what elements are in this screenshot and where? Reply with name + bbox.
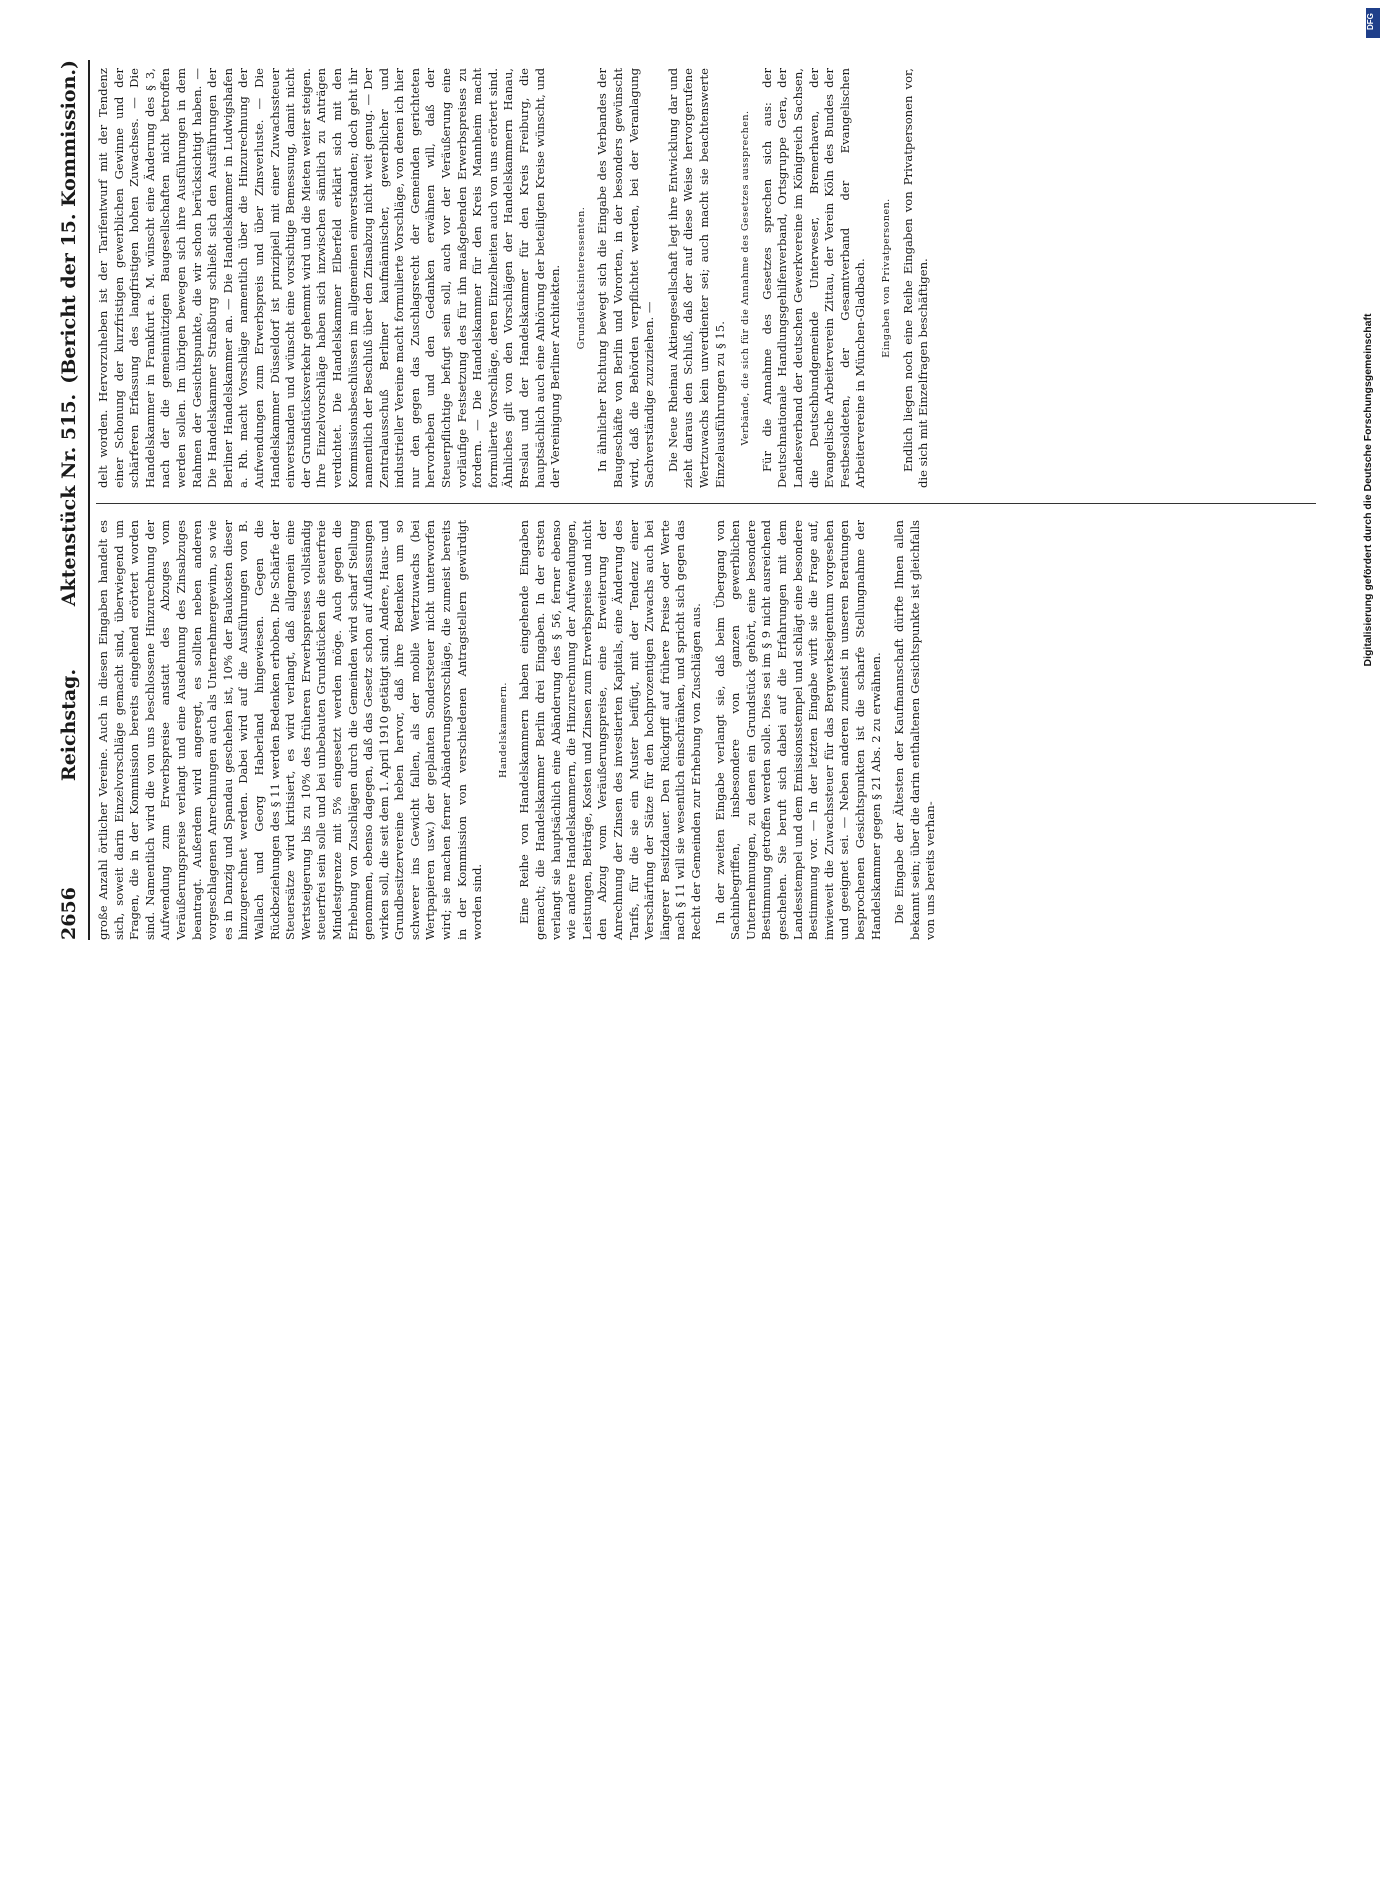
column-divider [96, 503, 1316, 504]
section-heading: Handelskammern. [497, 682, 509, 778]
page-number: 2656 [58, 887, 80, 940]
dfg-logo: DFG [1366, 8, 1380, 38]
digitization-note: Digitalisierung gefördert durch die Deutsche Forschungsgemeinschaft [1362, 313, 1374, 667]
paragraph: Die Neue Rheinau Aktiengesellschaft legt ihre Entwicklung dar und zieht daraus den Schluß, daß der auf diese Weise hervorgerufene Wertzuwachs kein unverdienter sei; auch macht sie beachtenswerte Einzelausführungen zu § 15. [665, 68, 727, 488]
paragraph: Die Eingabe der Ältesten der Kaufmannschaft dürfte Ihnen allen bekannt sein; über die darin enthaltenen Gesichtspunkte ist gleichfalls von uns bereits verhan- [892, 520, 938, 940]
header-left-title: Reichstag. [58, 668, 80, 782]
paragraph: Endlich liegen noch eine Reihe Eingaben von Privatpersonen vor, die sich mit Einzelfragen beschäftigen. [900, 68, 931, 488]
paragraph: In der zweiten Eingabe verlangt sie, daß beim Übergang von Sachinbegriffen, insbesondere von ganzen gewerblichen Unternehmungen, zu denen ein Grundstück gehört, eine besondere Bestimmung getroffen werden solle. Dies sei im § 9 nicht ausreichend geschehen. Sie beruft sich dabei auf die Erfahrungen mit dem Landesstempel und dem Emissionsstempel und schlägt eine besondere Bestimmung vor. — In der letzten Eingabe wirft sie die Frage auf, inwieweit die Zuwachssteuer für das Bergwerkseigentum vorgesehen und geeignet sei. — Neben anderen zumeist in unseren Beratungen besprochenen Gesichtspunkten ist die scharfe Stellungnahme der Handelskammer gegen § 21 Abs. 2 zu erwähnen. [712, 520, 883, 940]
section-heading: Eingaben von Privatpersonen. [880, 198, 892, 358]
page-header [52, 60, 86, 940]
section-heading: Grundstücksinteressenten. [575, 206, 587, 350]
section-heading: Verbände, die sich für die Annahme des Gesetzes aussprechen. [740, 110, 752, 446]
rotated-page [52, 60, 1342, 940]
paragraph: große Anzahl örtlicher Vereine. Auch in diesen Eingaben handelt es sich, soweit darin Einzelvorschläge gemacht sind, überwiegend um Fragen, die in der Kommission bereits eingehend erörtert worden sind. Namentlich wird die von uns beschlossene Hinzurechnung der Aufwendung zum Erwerbspreise anstatt des Abzuges vom Veräußerungspreise verlangt und eine Ausdehnung des Zinsabzuges beantragt. Außerdem wird angeregt, es sollten neben anderen vorgeschlagenen Anrechnungen auch als Unternehmergewinn, so wie es in Danzig und Spandau geschehen ist, 10% der Baukosten dieser hinzugerechnet werden. Dabei wird auf die Ausführungen von B. Wallach und Georg Haberland hingewiesen. Gegen die Rückbeziehungen des § 11 werden Bedenken erhoben. Die Schärfe der Steuersätze wird kritisiert, es wird verlangt, daß allgemein eine Wertsteigerung bis zu 10% des früheren Erwerbspreises vollständig steuerfrei sein solle und bei unbebauten Grundstücken die steuerfreie Mindestgrenze mit 5% eingesetzt werden möge. Auch gegen die Erhebung von Zuschlägen durch die Gemeinden wird scharf Stellung genommen, ebenso dagegen, daß das Gesetz schon auf Auflassungen wirken soll, die seit dem 1. April 1910 getätigt sind. Andere, Haus- und Grundbesitzervereine heben hervor, daß ihre Bedenken um so schwerer ins Gewicht fallen, als der mobile Wertzuwachs (bei Wertpapieren usw.) der geplanten Sondersteuer nicht unterworfen wird; sie machen ferner Abänderungsvorschläge, die zumeist bereits in der Kommission von verschiedenen Antragstellern gewürdigt worden sind. [96, 519, 485, 940]
paragraph: delt worden. Hervorzuheben ist der Tarifentwurf mit der Tendenz einer Schonung der kurzfristigen gewerblichen Gewinne und der schärferen Erfassung des langfristigen hohen Zuwachses. — Die Handelskammer in Frankfurt a. M. wünscht eine Änderung des § 3, nach der die gemeinnützigen Baugesellschaften nicht betroffen werden sollen. Im übrigen bewegen sich ihre Ausführungen in dem Rahmen der Gesichtspunkte, die wir schon berücksichtigt haben. — Die Handelskammer Straßburg schließt sich den Ausführungen der Berliner Handelskammer an. — Die Handelskammer in Ludwigshafen a. Rh. macht Vorschläge namentlich über die Hinzurechnung der Aufwendungen zum Erwerbspreis und über Zinsverluste. — Die Handelskammer Düsseldorf ist prinzipiell mit einer Zuwachssteuer einverstanden und wünscht eine vorsichtige Bemessung, damit nicht der Grundstücksverkehr gehemmt wird und die Mieten weiter steigen. Ihre Einzelvorschläge haben sich inzwischen sämtlich zu Anträgen verdichtet. Die Handelskammer Elberfeld erklärt sich mit den Kommissionsbeschlüssen im allgemeinen einverstanden; doch geht ihr namentlich der Beschluß über den Zinsabzug nicht weit genug. — Der Zentralausschuß Berliner kaufmännischer, gewerblicher und industrieller Vereine macht formulierte Vorschläge, von denen ich hier nur den gegen das Zuschlagsrecht der Gemeinden gerichteten hervorheben und den Gedanken erwähnen will, daß der Steuerpflichtige befugt sein soll, auch vor der Veräußerung eine vorläufige Festsetzung des für ihn maßgebenden Erwerbspreises zu fordern. — Die Handelskammer für den Kreis Mannheim macht formulierte Vorschläge, deren Einzelheiten auch von uns erörtert sind. Ähnliches gilt von den Vorschlägen der Handelskammern Hanau, Breslau und der Handelskammer für den Kreis Freiburg, die hauptsächlich auch eine Anhörung der beteiligten Kreise wünscht, und der Vereinigung Berliner Architekten. [96, 68, 563, 488]
left-column [96, 520, 947, 940]
paragraph: Eine Reihe von Handelskammern haben eingehende Eingaben gemacht; die Handelskammer Berlin drei Eingaben. In der ersten verlangt sie hauptsächlich eine Abänderung des § 56, ferner ebenso wie andere Handelskammern, die Hinzurechnung der Aufwendungen, Leistungen, Beiträge, Kosten und Zinsen zum Erwerbspreise und nicht den Abzug vom Veräußerungspreise, eine Erweiterung der Anrechnung der Zinsen des investierten Kapitals, eine Änderung des Tarifs, für die sie ein Muster beifügt, mit der Tendenz einer Verschärfung der Sätze für den hochprozentigen Zuwachs auch bei längerer Besitzdauer. Den Rückgriff auf frühere Preise oder Werte nach § 11 will sie wesentlich einschränken, und spricht sich gegen das Recht der Gemeinden zur Erhebung von Zuschlägen aus. [517, 520, 703, 940]
paragraph: In ähnlicher Richtung bewegt sich die Eingabe des Verbandes der Baugeschäfte von Berlin und Vororten, in der besonders gewünscht wird, daß die Behörden verpflichtet werden, bei der Veranlagung Sachverständige zuzuziehen. — [595, 68, 657, 488]
side-note [1362, 313, 1382, 1890]
paragraph: Für die Annahme des Gesetzes sprechen sich aus: der Deutschnationale Handlungsgehilfenverband, Ortsgruppe Gera, der Landesverband der deutschen Gewerkvereine im Königreich Sachsen, die Deutschbundgemeinde Unterweser, Bremerhaven, der Evangelische Arbeiterverein Zittau, der Verein Köln des Bundes der Festbesoldeten, der Gesamtverband der Evangelischen Arbeitervereine in München-Gladbach. [759, 68, 868, 488]
header-right-title: (Bericht der 15. Kommission.) [58, 60, 80, 384]
right-column [96, 68, 940, 488]
header-rule [88, 60, 90, 940]
header-doc-title: Aktenstück Nr. 515. [58, 393, 80, 607]
